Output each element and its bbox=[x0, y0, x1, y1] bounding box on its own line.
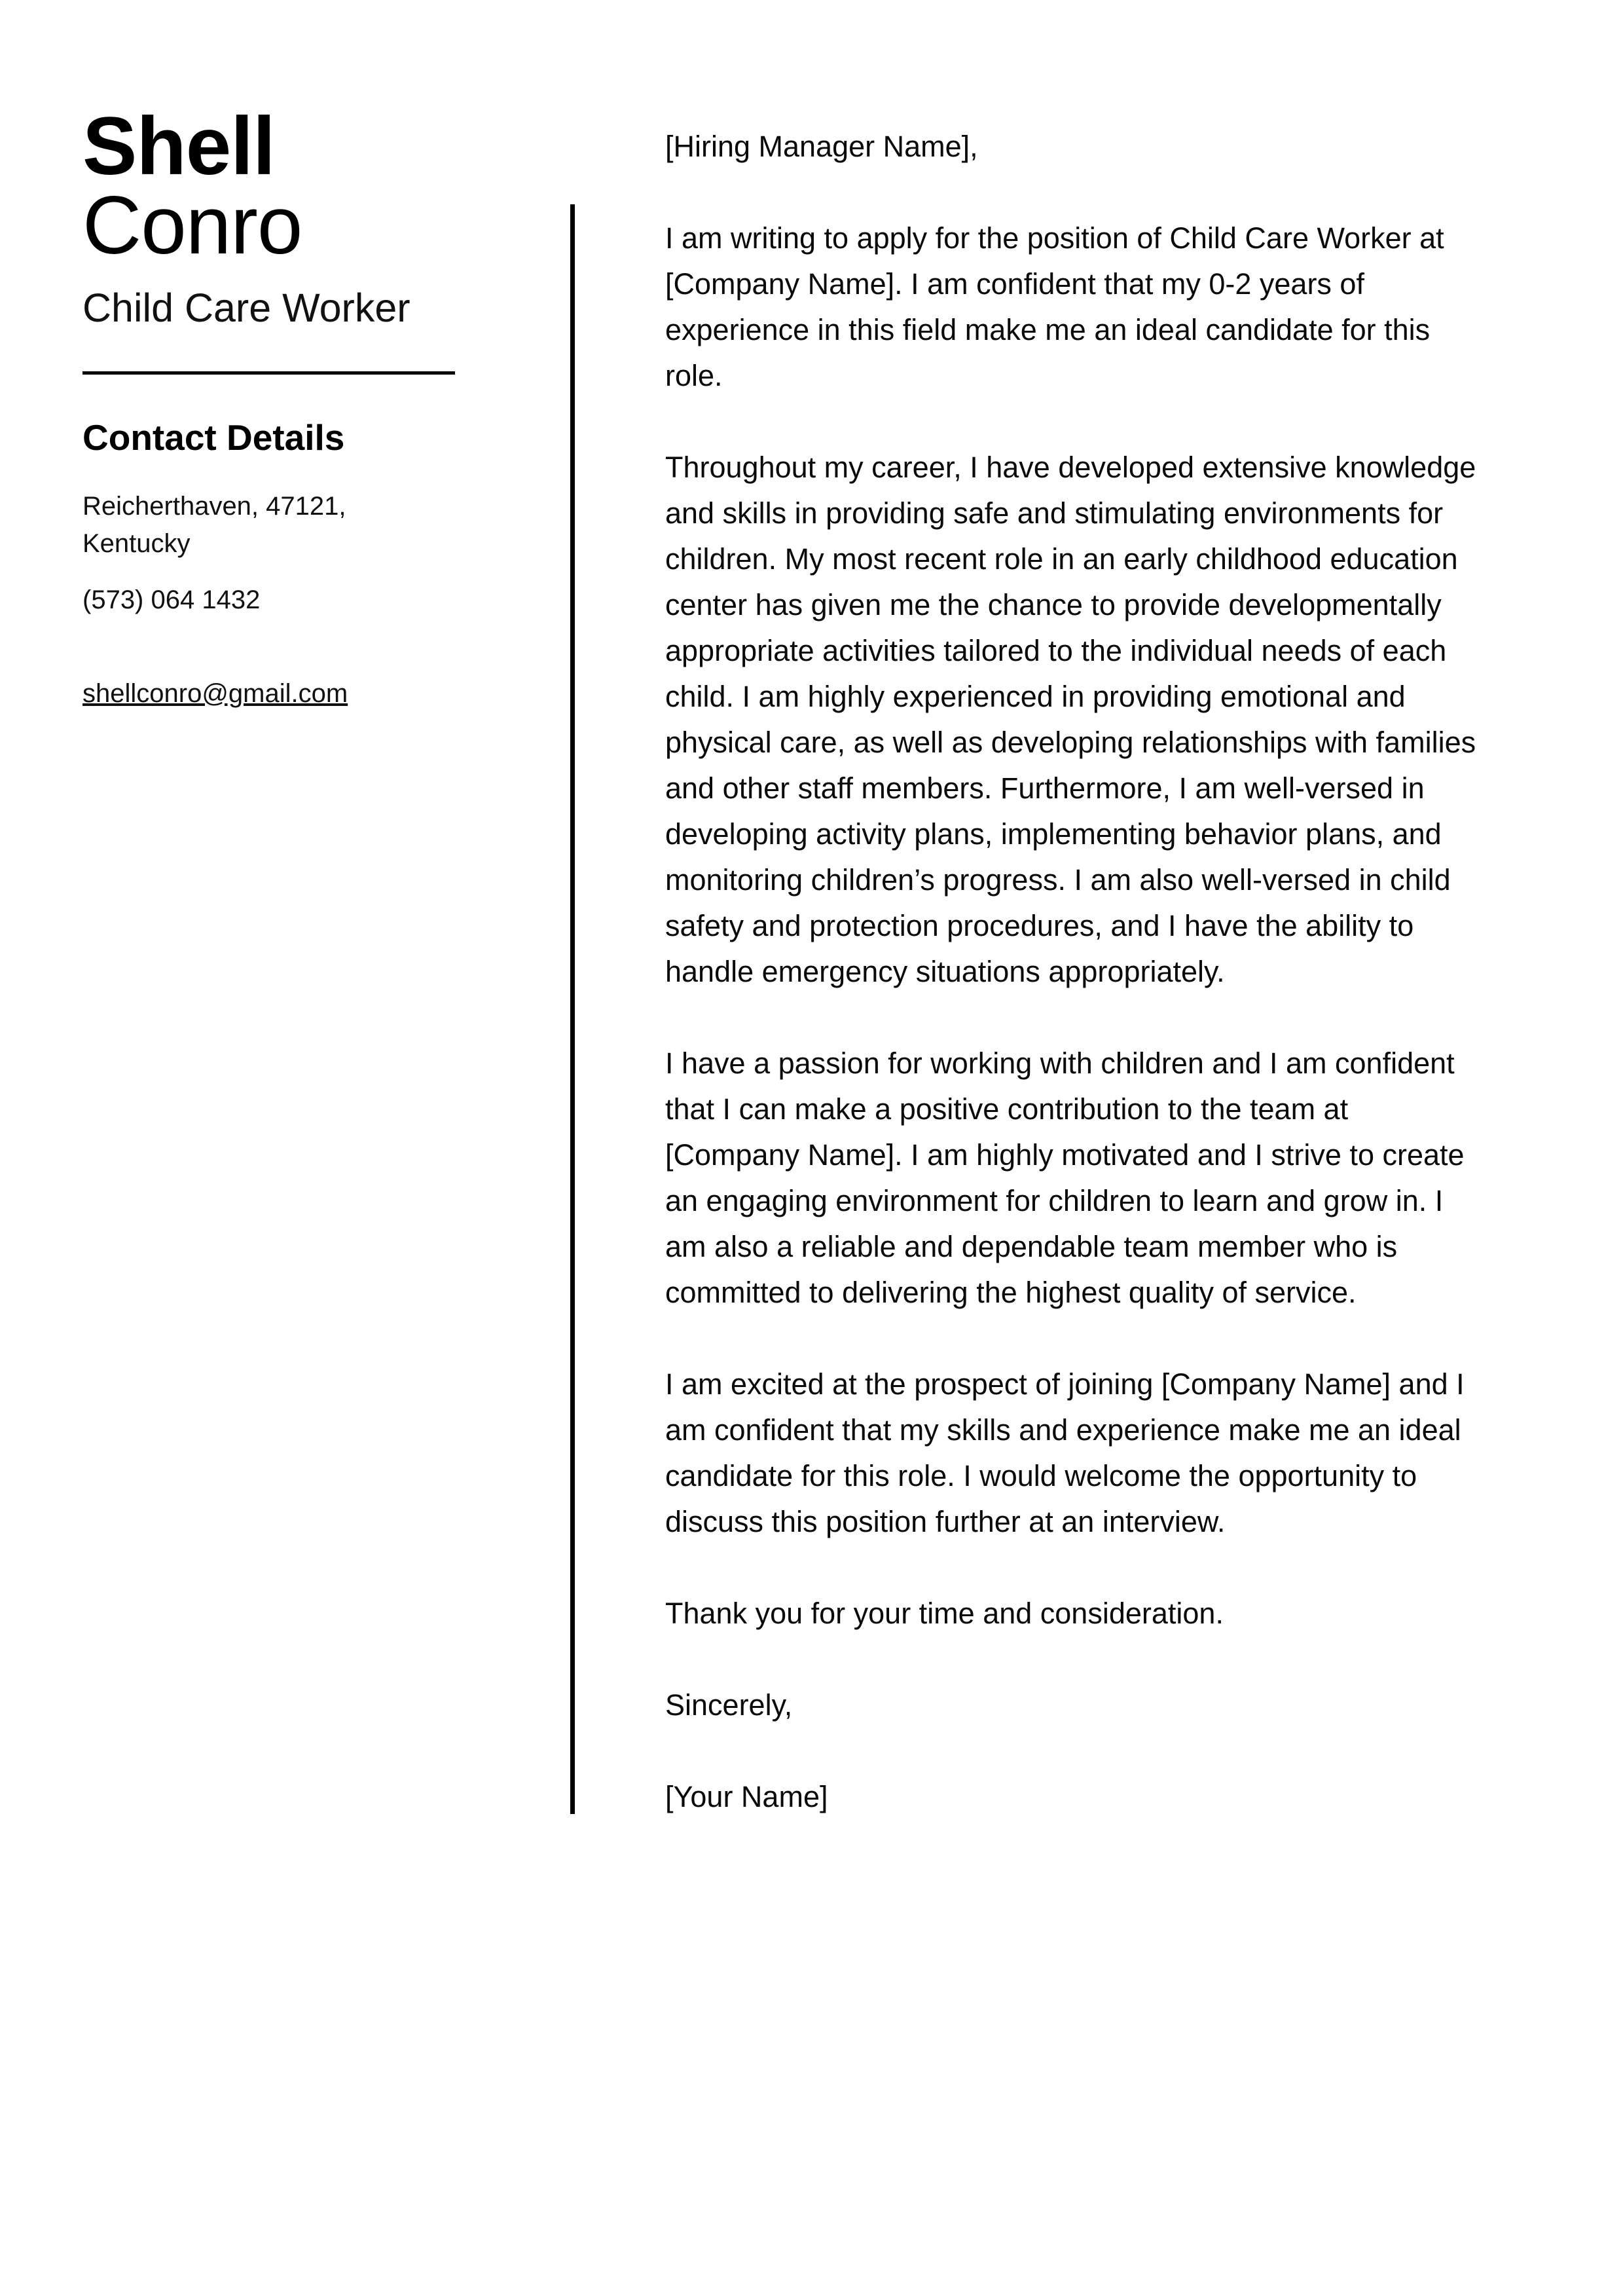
candidate-first-name: Shell bbox=[82, 101, 275, 192]
email-link[interactable]: shellconro@gmail.com bbox=[82, 679, 348, 708]
address: Reicherthaven, 47121, Kentucky bbox=[82, 492, 346, 558]
letter-paragraph: Throughout my career, I have developed extensive knowledge and skills in providing safe and stimulating environments for children. My most recent role in an early childhood education center has given me the chance to provide developmentally appropriate activities tailored to the individual needs of each child. I am highly experienced in providing emotional and physical care, as well as developing relationships with families and other staff members. Furthermore, I am well-versed in developing activity plans, implementing behavior plans, and monitoring children’s progress. I am also well-versed in child safety and protection procedures, and I have the ability to handle emergency situations appropriately. bbox=[665, 451, 1476, 988]
letter-paragraph: I have a passion for working with children and I am confident that I can make a positive contribution to the team at [Company Name]. I am highly motivated and I strive to create an engaging environment for children to learn and grow in. I am also a reliable and dependable team member who is committed to delivering the highest quality of service. bbox=[665, 1046, 1465, 1309]
phone-number: (573) 064 1432 bbox=[82, 585, 261, 614]
sidebar-divider bbox=[82, 371, 455, 375]
letter-paragraph: Thank you for your time and consideration. bbox=[665, 1597, 1224, 1630]
sidebar bbox=[82, 101, 488, 713]
contact-details-heading: Contact Details bbox=[82, 417, 345, 458]
job-title: Child Care Worker bbox=[82, 286, 410, 330]
closing: Sincerely, bbox=[665, 1688, 793, 1722]
candidate-last-name: Conro bbox=[82, 180, 302, 271]
content-divider bbox=[570, 204, 575, 1814]
letter-body bbox=[665, 124, 1569, 1866]
salutation: [Hiring Manager Name], bbox=[665, 130, 978, 163]
letter-paragraph: I am excited at the prospect of joining [Company Name] and I am confident that my skills and experience make me an ideal candidate for this role. I would welcome the opportunity to discuss this position further at an interview. bbox=[665, 1367, 1465, 1538]
letter-paragraph: I am writing to apply for the position of Child Care Worker at [Company Name]. I am confident that my 0-2 years of experience in this field make me an ideal candidate for this role. bbox=[665, 221, 1444, 392]
candidate-name bbox=[82, 101, 488, 271]
signature-placeholder: [Your Name] bbox=[665, 1780, 828, 1813]
